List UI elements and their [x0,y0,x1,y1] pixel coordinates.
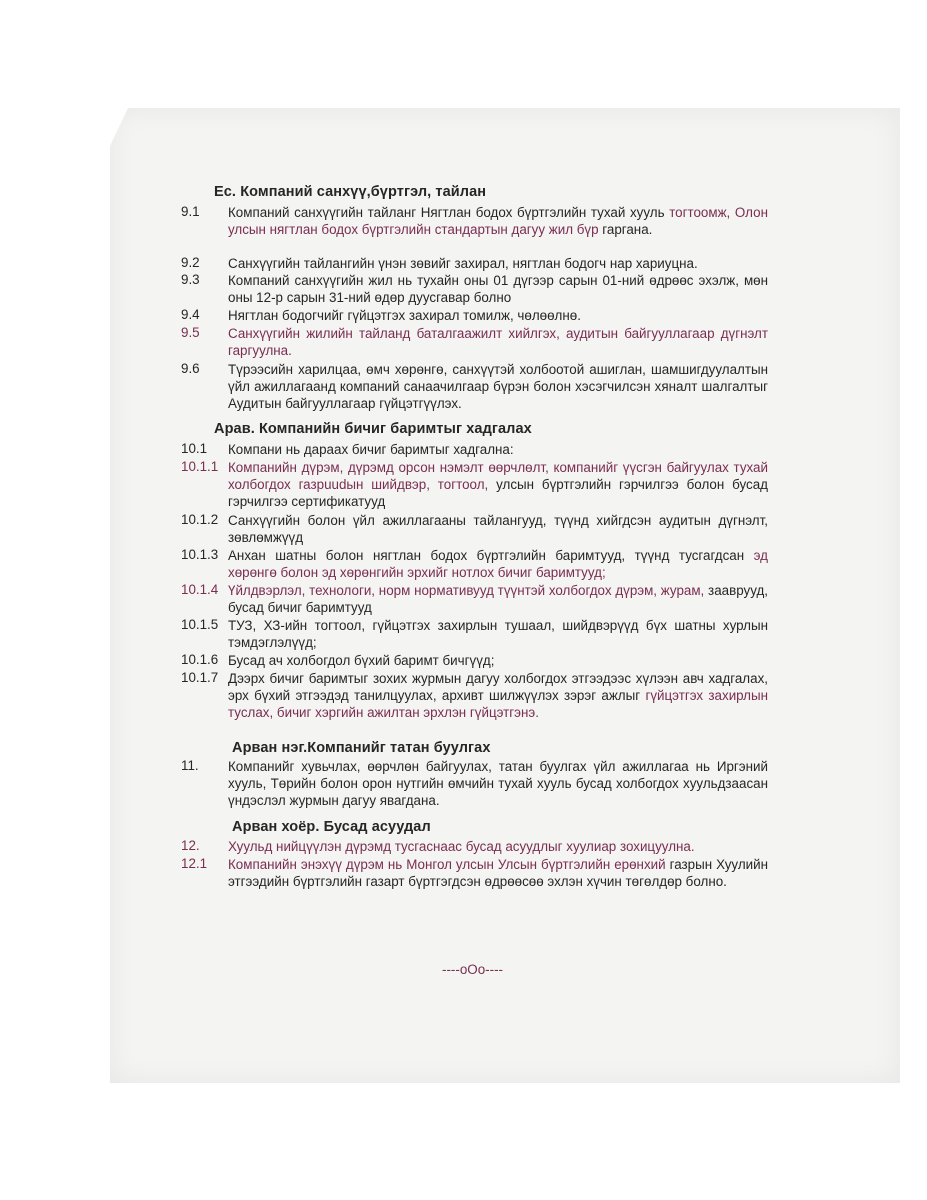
item-10-1-5-number: 10.1.5 [181,617,219,632]
item-10-1-2-text: Санхүүгийн болон үйл ажиллагааны тайлангууд, түүнд хийгдсэн аудитын дүгнэлт, зөвлөмжүүд [228,513,768,546]
item-12-1-text: Компанийн энэхүү дүрэм нь Монгол улсын Улсын бүртгэлийн ерөнхий газрын Хуулийн этгээдийн бүртгэлийн газарт бүртгэгдсэн өдрөөсөө эхлэн хүчин төгөлдөр болно. [228,857,768,890]
item-12-1-number: 12.1 [181,856,208,871]
item-10-1-6-number: 10.1.6 [181,652,219,667]
item-9-4-text: Нягтлан бодогчийг гүйцэтгэх захирал томилж, чөлөөлнө. [228,308,581,323]
item-9-5-number: 9.5 [181,325,200,340]
item-9-2-number: 9.2 [181,255,200,270]
item-9-1-number: 9.1 [181,204,200,219]
item-10-1-7-text: Дээрх бичиг баримтыг зохих журмын дагуу холбогдох этгээдээс хүлээн авч хадгалах, эрх бүхий этгээдэд танилцуулах, архивт шилжүүлэх зэрэг ажлыг гүйцэтгэх захирлын туслах, бичиг хэргийн ажилтан эрхлэн гүйцэтгэнэ. [228,671,768,721]
section-12-heading: Арван хоёр. Бусад асуудал [232,819,431,835]
item-10-1-5-text: ТУЗ, ХЗ-ийн тогтоол, гүйцэтгэх захирлын тушаал, шийдвэрүүд бүх шатны хурлын тэмдэглэлүүд; [228,618,768,651]
item-10-1-4-text: Үйлдвэрлэл, технологи, норм нормативууд түүнтэй холбогдох дүрэм, журам, зааврууд, бусад бичиг баримтууд [228,583,768,616]
section-9-heading: Ес. Компаний санхүү,бүртгэл, тайлан [214,184,487,200]
item-9-1-text: Компаний санхүүгийн тайланг Нягтлан бодох бүртгэлийн тухай хууль тогтоомж, Олон улсын нягтлан бодох бүртгэлийн стандартын дагуу жил бүр гаргана. [228,205,768,238]
section-10-heading: Арав. Компанийн бичиг баримтыг хадгалах [214,421,532,437]
item-9-6-text: Түрээсийн харилцаа, өмч хөрөнгө, санхүүтэй холбоотой ашиглан, шамшигдуулалтын үйл ажиллагаанд компаний санаачилгаар бүрэн болон хэсэгчилсэн хяналт шалгалтыг Аудитын байгууллагаар гүйцэтгүүлэх. [228,362,768,412]
item-9-4-number: 9.4 [181,307,200,322]
document-end-mark: ----oOo---- [442,962,503,977]
item-10-1-1-number: 10.1.1 [181,459,219,474]
item-9-3-number: 9.3 [181,272,200,287]
item-10-1-7-number: 10.1.7 [181,670,219,685]
item-12-text: Хуульд нийцүүлэн дүрэмд тусгаснаас бусад асуудлыг хуулиар зохицуулна. [228,839,695,854]
item-11-text: Компанийг хувьчлах, өөрчлөн байгуулах, татан буулгах үйл ажиллагаа нь Иргэний хууль, Төрийн болон орон нутгийн өмчийн тухай хууль бусад холбогдох хуульдзаасан үндэслэл журмын дагуу явагдана. [228,759,768,809]
item-10-1-text: Компани нь дараах бичиг баримтыг хадгална: [228,442,514,457]
item-9-3-text: Компаний санхүүгийн жил нь тухайн оны 01 дүгээр сарын 01-ний өдрөөс эхэлж, мөн оны 12-р сарын 31-ний өдөр дуусгавар болно [228,273,768,306]
item-9-5-text: Санхүүгийн жилийн тайланд баталгаажилт хийлгэх, аудитын байгууллагаар дүгнэлт гаргуулна. [228,326,768,359]
item-10-1-3-number: 10.1.3 [181,547,219,562]
item-9-6-number: 9.6 [181,361,200,376]
item-11-number: 11. [181,758,199,773]
item-10-1-1-text: Компанийн дүрэм, дүрэмд орсон нэмэлт өөрчлөлт, компанийг үүсгэн байгуулах тухай холбогдох газрuudын шийдвэр, тогтоол, улсын бүртгэлийн гэрчилгээ болон бусад гэрчилгээ сертификатууд [228,460,768,510]
item-9-2-text: Санхүүгийн тайлангийн үнэн зөвийг захирал, нягтлан бодогч нар хариуцна. [228,256,698,271]
item-10-1-6-text: Бусад ач холбогдол бүхий баримт бичгүүд; [228,653,495,668]
item-10-1-2-number: 10.1.2 [181,512,219,527]
item-12-number: 12. [181,838,200,853]
item-10-1-4-number: 10.1.4 [181,582,219,597]
item-10-1-number: 10.1 [181,441,208,456]
section-11-heading: Арван нэг.Компанийг татан буулгах [232,740,491,756]
folded-corner [110,108,128,146]
item-10-1-3-text: Анхан шатны болон нягтлан бодох бүртгэлийн баримтууд, түүнд тусгагдсан эд хөрөнгө болон эд хөрөнгийн эрхийг нотлох бичиг баримтууд; [228,548,768,581]
